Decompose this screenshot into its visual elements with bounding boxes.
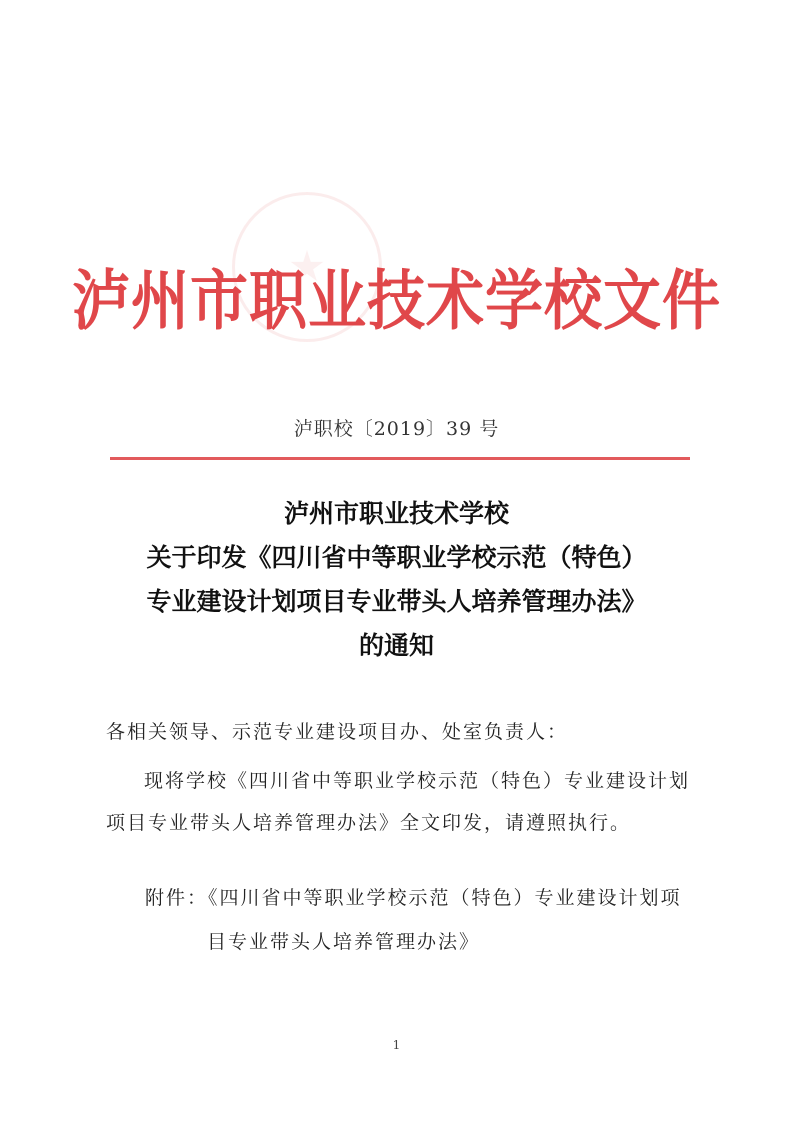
title-line-4: 的通知 [358,631,434,660]
body-paragraph [106,760,698,844]
salutation: 各相关领导、示范专业建设项目办、处室负责人： [106,721,569,743]
attachment-line-1: 附件：《四川省中等职业学校示范（特色）专业建设计划项 [145,887,682,909]
attachment-line-2: 目专业带头人培养管理办法》 [207,931,481,953]
title-line-3: 专业建设计划项目专业带头人培养管理办法》 [146,587,647,616]
body-line-1: 现将学校《四川省中等职业学校示范（特色）专业建设计划 [144,770,691,792]
masthead-title: 泸州市职业技术学校文件 [71,262,721,339]
title-line-2: 关于印发《四川省中等职业学校示范（特色） [146,543,647,572]
document-number: 泸职校〔2019〕39 号 [293,418,500,440]
attachment-note [145,876,682,964]
notice-title [0,492,793,668]
page-number: 1 [392,1038,401,1052]
red-divider-line [110,457,690,460]
title-line-1: 泸州市职业技术学校 [283,499,509,528]
body-line-2: 项目专业带头人培养管理办法》全文印发，请遵照执行。 [106,812,632,834]
